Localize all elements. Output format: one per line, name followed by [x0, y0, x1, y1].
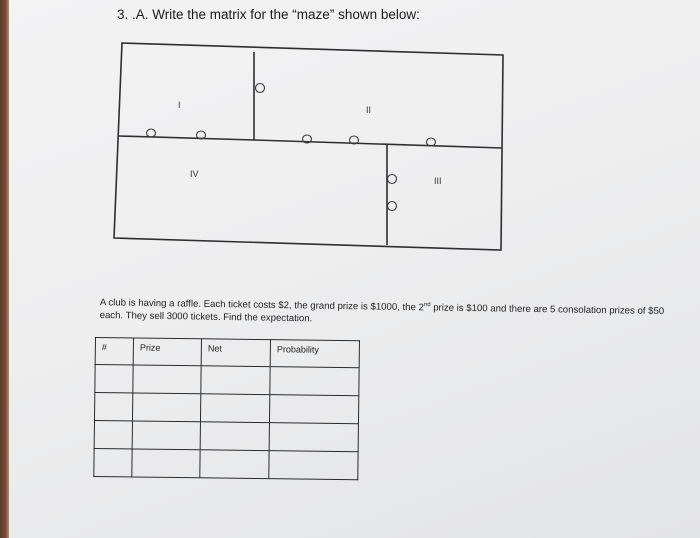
room-label-4: IV — [190, 169, 199, 179]
maze-wall-room1-room4 — [119, 136, 254, 140]
table-cell — [269, 451, 358, 480]
table-cell — [132, 421, 200, 450]
raffle-text-superscript: nd — [423, 302, 431, 309]
header-probability: Probability — [270, 340, 359, 368]
table-cell — [132, 393, 200, 422]
table-cell — [270, 367, 359, 396]
door-outside-room2 — [256, 84, 265, 93]
room-label-3: III — [434, 176, 442, 186]
table-row — [95, 365, 359, 396]
room-label-2: II — [366, 105, 372, 115]
door-outside-room1 — [147, 129, 156, 137]
header-prize: Prize — [133, 338, 201, 366]
table-header-row — [95, 338, 359, 368]
raffle-text-part1: A club is having a raffle. Each ticket costs $2, the grand prize is $1000, the 2 — [99, 297, 424, 314]
table-row — [94, 448, 358, 479]
door-room4-room3-b — [388, 202, 397, 211]
table-cell — [200, 450, 269, 479]
header-net: Net — [201, 339, 270, 367]
door-room2-room3 — [427, 138, 436, 146]
table-row — [94, 420, 358, 451]
header-number: # — [95, 338, 133, 365]
table-cell — [201, 366, 270, 395]
problem-heading: 3. .A. Write the matrix for the “maze” shown below: — [117, 7, 420, 22]
table-cell — [94, 420, 132, 448]
table-cell — [132, 449, 200, 478]
raffle-text-part2: prize is $100 and there are 5 consolation prizes of $50 each. They sell 3000 tickets. Find the expectation. — [99, 302, 665, 325]
table-cell — [269, 423, 358, 452]
table-row — [94, 393, 358, 424]
door-room4-room3-a — [388, 175, 397, 184]
table-cell — [200, 422, 269, 451]
room-label-1: I — [178, 100, 181, 110]
table-cell — [94, 448, 132, 476]
maze-wall-room2-room4 — [254, 140, 502, 148]
table-cell — [269, 395, 358, 424]
table-cell — [200, 394, 269, 423]
table-cell — [95, 365, 133, 393]
table-cell — [133, 365, 201, 394]
table-cell — [94, 393, 132, 421]
expectation-table — [93, 337, 360, 480]
